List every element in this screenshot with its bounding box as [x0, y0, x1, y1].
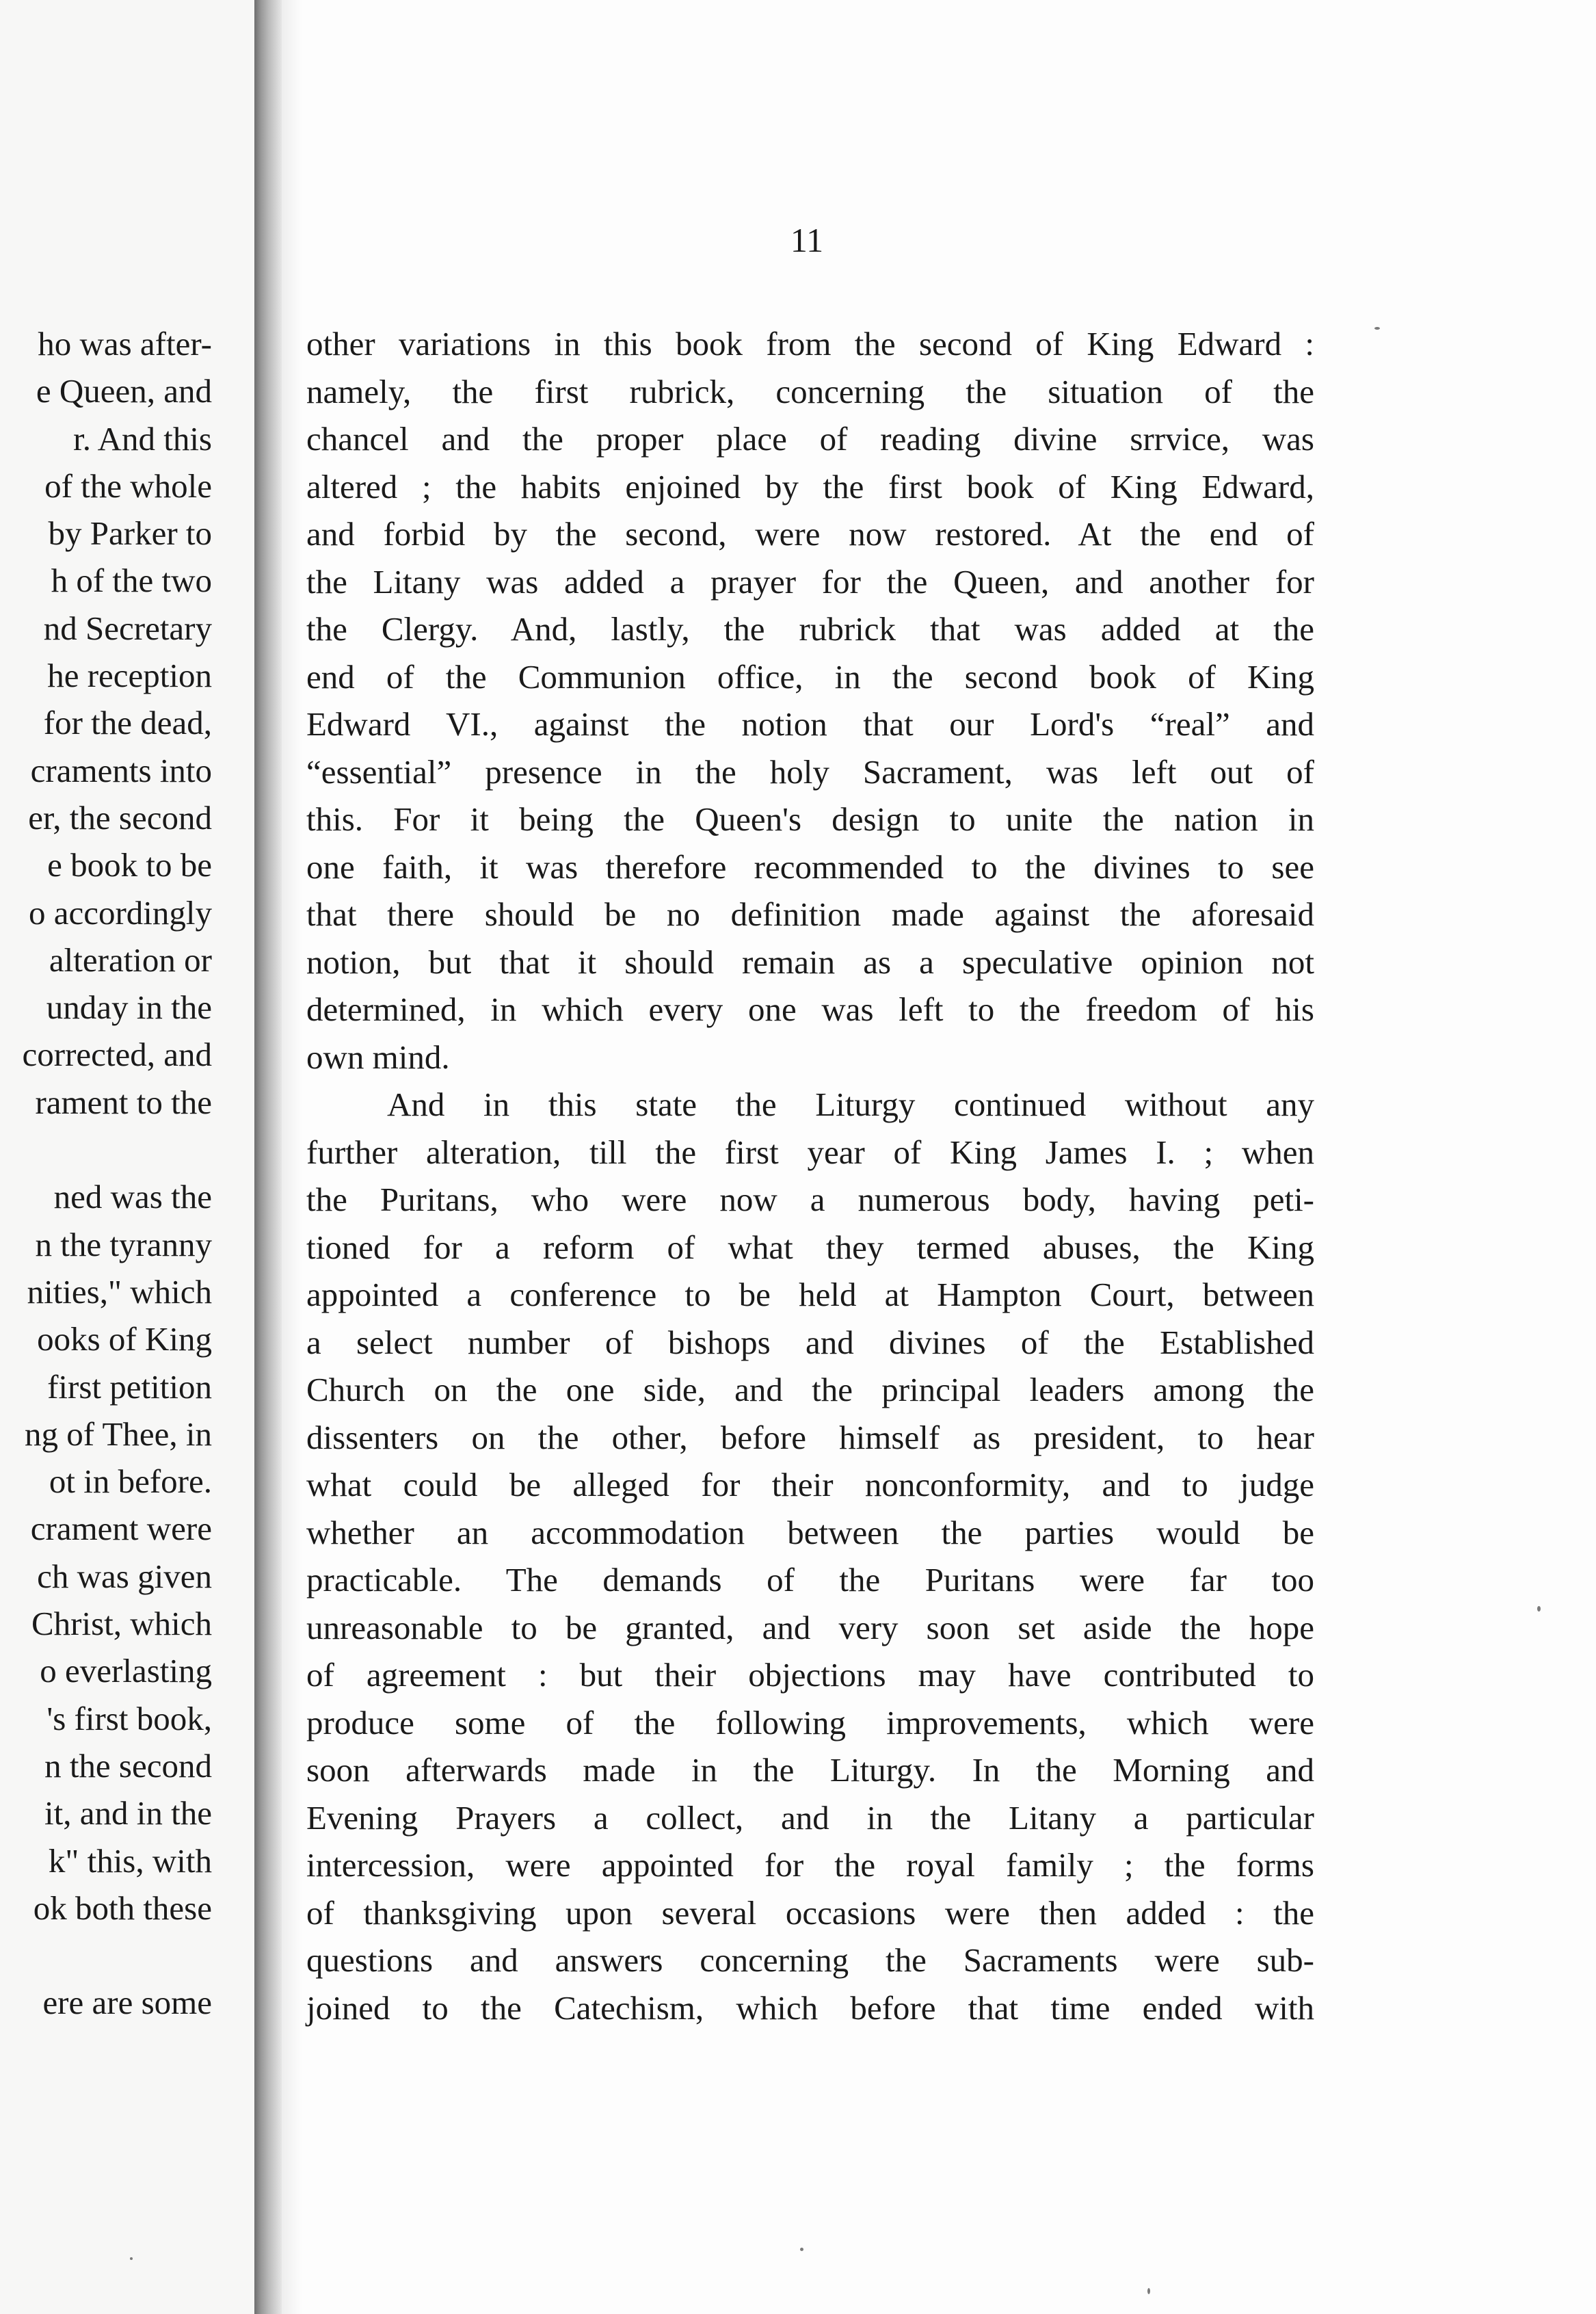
- text-line: own mind.: [306, 1038, 450, 1076]
- left-line: 's first book,: [46, 1699, 212, 1737]
- left-line: ooks of King: [37, 1320, 212, 1358]
- text-line: and forbid by the second, were now restored. At the end of: [306, 515, 1314, 553]
- text-line: whether an accommodation between the parties would be: [306, 1513, 1314, 1551]
- scan-speck: [1537, 1606, 1541, 1612]
- left-line: ng of Thee, in: [25, 1415, 212, 1453]
- text-line: determined, in which every one was left to the freedom of his: [306, 990, 1314, 1028]
- left-line: rament to the: [35, 1083, 212, 1121]
- left-line: n the second: [44, 1746, 212, 1785]
- text-line: tioned for a reform of what they termed abuses, the King: [306, 1228, 1314, 1266]
- left-line: k" this, with: [48, 1841, 212, 1880]
- text-line: the Litany was added a prayer for the Queen, and another for: [306, 562, 1314, 601]
- text-line: Evening Prayers a collect, and in the Litany a particular: [306, 1798, 1314, 1837]
- left-line: o accordingly: [28, 893, 212, 932]
- left-line-blank: [0, 1126, 212, 1173]
- left-line: alteration or: [49, 941, 212, 979]
- left-line-blank: [0, 1932, 212, 1979]
- left-page-fragment: [0, 0, 254, 2314]
- text-line: And in this state the Liturgy continued without any: [387, 1086, 1314, 1123]
- text-line: Church on the one side, and the principal leaders among the: [306, 1371, 1314, 1408]
- text-line: produce some of the following improvements, which were: [306, 1703, 1314, 1741]
- left-line: Christ, which: [31, 1605, 212, 1643]
- left-line: ned was the: [53, 1178, 212, 1216]
- page-body: [306, 320, 1314, 2032]
- left-line: n the tyranny: [35, 1225, 212, 1263]
- text-line: “essential” presence in the holy Sacrament, was left out of: [306, 752, 1314, 791]
- left-line: first petition: [47, 1367, 212, 1406]
- left-page-text: [0, 320, 212, 2027]
- left-line: unday in the: [46, 988, 212, 1027]
- page-number: 11: [790, 221, 824, 259]
- text-line: chancel and the proper place of reading divine srrvice, was: [306, 420, 1314, 458]
- left-line: ho was after-: [38, 325, 212, 363]
- left-line: he reception: [47, 657, 212, 695]
- text-line: of thanksgiving upon several occasions were then added : the: [306, 1893, 1314, 1932]
- text-line: this. For it being the Queen's design to unite the nation in: [306, 800, 1314, 838]
- left-line: ok both these: [33, 1889, 212, 1927]
- left-line: ot in before.: [49, 1462, 212, 1501]
- text-line: Edward VI., against the notion that our Lord's “real” and: [306, 705, 1314, 743]
- scan-speck: [800, 2248, 803, 2251]
- text-line: a select number of bishops and divines of the Established: [306, 1323, 1314, 1361]
- paragraph-2: [306, 1081, 1314, 2032]
- left-line: by Parker to: [48, 514, 212, 553]
- left-line: ch was given: [37, 1557, 212, 1595]
- left-line: e book to be: [47, 846, 212, 884]
- scan-speck: [130, 2257, 133, 2260]
- text-line: questions and answers concerning the Sacraments were sub-: [306, 1941, 1314, 1979]
- paragraph-1: [306, 320, 1314, 1081]
- gutter-shadow: [282, 0, 302, 2314]
- left-line: crament were: [30, 1510, 212, 1548]
- text-line: one faith, it was therefore recommended to the divines to see: [306, 847, 1314, 886]
- scan-speck: [1147, 2288, 1150, 2294]
- text-line: soon afterwards made in the Liturgy. In the Morning and: [306, 1751, 1314, 1789]
- left-line: for the dead,: [43, 704, 212, 742]
- left-line: nities," which: [27, 1272, 212, 1311]
- text-line: end of the Communion office, in the second book of King: [306, 657, 1314, 696]
- text-line: joined to the Catechism, which before that time ended with: [306, 1988, 1314, 2027]
- text-line: altered ; the habits enjoined by the first book of King Edward,: [306, 467, 1314, 505]
- left-line: ere are some: [42, 1984, 212, 2022]
- left-line: craments into: [30, 751, 212, 789]
- left-line: h of the two: [51, 562, 212, 600]
- text-line: further alteration, till the first year of King James I. ; when: [306, 1133, 1314, 1171]
- left-line: nd Secretary: [43, 609, 212, 647]
- scan-speck: [1374, 327, 1380, 330]
- text-line: that there should be no definition made against the aforesaid: [306, 895, 1314, 933]
- text-line: notion, but that it should remain as a speculative opinion not: [306, 943, 1314, 981]
- left-line: r. And this: [73, 419, 212, 458]
- left-line: corrected, and: [22, 1036, 212, 1074]
- text-line: the Puritans, who were now a numerous body, having peti-: [306, 1181, 1314, 1218]
- text-line: dissenters on the other, before himself as president, to hear: [306, 1418, 1314, 1456]
- book-gutter: [254, 0, 282, 2314]
- text-line: namely, the first rubrick, concerning the situation of the: [306, 372, 1314, 410]
- left-line: e Queen, and: [36, 372, 212, 410]
- text-line: appointed a conference to be held at Hampton Court, between: [306, 1276, 1314, 1313]
- text-line: of agreement : but their objections may have contributed to: [306, 1656, 1314, 1694]
- text-line: the Clergy. And, lastly, the rubrick that was added at the: [306, 610, 1314, 648]
- left-line: o everlasting: [40, 1652, 212, 1690]
- left-line: er, the second: [28, 798, 212, 837]
- text-line: intercession, were appointed for the royal family ; the forms: [306, 1846, 1314, 1884]
- left-line: of the whole: [44, 466, 212, 505]
- text-line: practicable. The demands of the Puritans were far too: [306, 1561, 1314, 1599]
- text-line: what could be alleged for their nonconformity, and to judge: [306, 1466, 1314, 1503]
- text-line: unreasonable to be granted, and very soon set aside the hope: [306, 1608, 1314, 1646]
- left-line: it, and in the: [44, 1794, 212, 1832]
- text-line: other variations in this book from the second of King Edward :: [306, 325, 1314, 363]
